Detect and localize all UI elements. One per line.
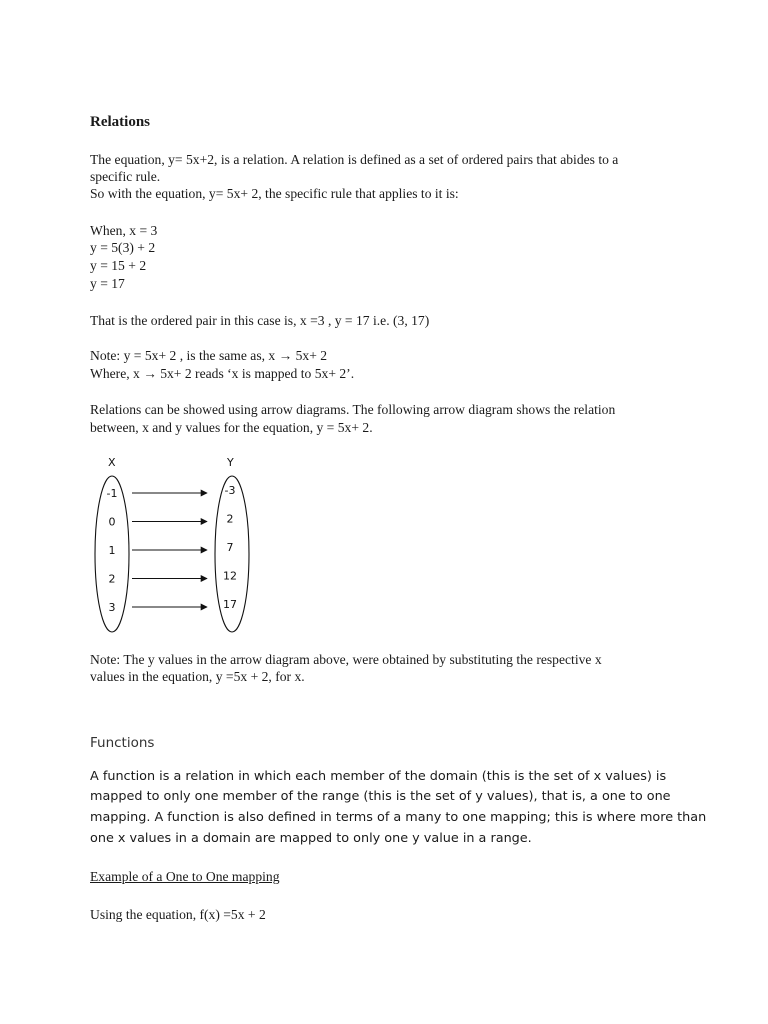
work-line: y = 5(3) + 2 bbox=[90, 240, 156, 255]
relations-paragraph-line-2: specific rule. bbox=[90, 169, 161, 184]
y-value-label: 2 bbox=[226, 512, 234, 526]
work-line: y = 15 + 2 bbox=[90, 258, 147, 273]
functions-paragraph-line: one x values in a domain are mapped to only one y value in a range. bbox=[90, 831, 532, 846]
y-value-label: 12 bbox=[223, 569, 237, 583]
functions-heading: Functions bbox=[90, 735, 155, 751]
y-value-label: 7 bbox=[226, 541, 234, 554]
y-value-label: 17 bbox=[223, 598, 237, 611]
example-heading: Example of a One to One mapping bbox=[90, 869, 280, 884]
arrow-intro-line-2: between, x and y values for the equation, y = 5x+ 2. bbox=[90, 420, 373, 435]
relations-heading: Relations bbox=[90, 114, 150, 130]
relations-paragraph-line-1: The equation, y= 5x+2, is a relation. A relation is defined as a set of ordered pairs that abides to a bbox=[90, 152, 619, 167]
using-equation-text: Using the equation, f(x) =5x + 2 bbox=[90, 907, 266, 922]
work-line: When, x = 3 bbox=[90, 223, 158, 238]
diagram-note-line-1: Note: The y values in the arrow diagram above, were obtained by substituting the respective x bbox=[90, 652, 602, 667]
functions-paragraph-line: mapping. A function is also defined in terms of a many to one mapping; this is where more than bbox=[90, 810, 707, 825]
arrow-intro-line-1: Relations can be showed using arrow diagrams. The following arrow diagram shows the relation bbox=[90, 402, 616, 417]
relations-paragraph-line-3: So with the equation, y= 5x+ 2, the specific rule that applies to it is: bbox=[90, 186, 459, 201]
x-value-label: 0 bbox=[108, 515, 116, 529]
y-set-label: Y bbox=[227, 456, 234, 469]
x-value-label: -1 bbox=[106, 487, 118, 500]
work-line: y = 17 bbox=[90, 276, 125, 291]
arrow-diagram bbox=[90, 450, 260, 635]
functions-paragraph-line: A function is a relation in which each member of the domain (this is the set of x values) is bbox=[90, 769, 667, 784]
ordered-pair-text: That is the ordered pair in this case is, x =3 , y = 17 i.e. (3, 17) bbox=[90, 313, 430, 328]
note-line-2: Where, x → 5x+ 2 reads ‘x is mapped to 5x+ 2’. bbox=[90, 366, 355, 381]
y-value-label: -3 bbox=[224, 484, 236, 497]
functions-paragraph-line: mapped to only one member of the range (this is the set of y values), that is, a one to one bbox=[90, 789, 671, 804]
x-set-label: X bbox=[108, 456, 116, 469]
x-value-label: 2 bbox=[108, 572, 116, 586]
x-value-label: 1 bbox=[108, 544, 116, 557]
x-value-label: 3 bbox=[108, 601, 116, 614]
note-line-1: Note: y = 5x+ 2 , is the same as, x → 5x+ 2 bbox=[90, 348, 328, 363]
diagram-note-line-2: values in the equation, y =5x + 2, for x. bbox=[90, 669, 305, 684]
